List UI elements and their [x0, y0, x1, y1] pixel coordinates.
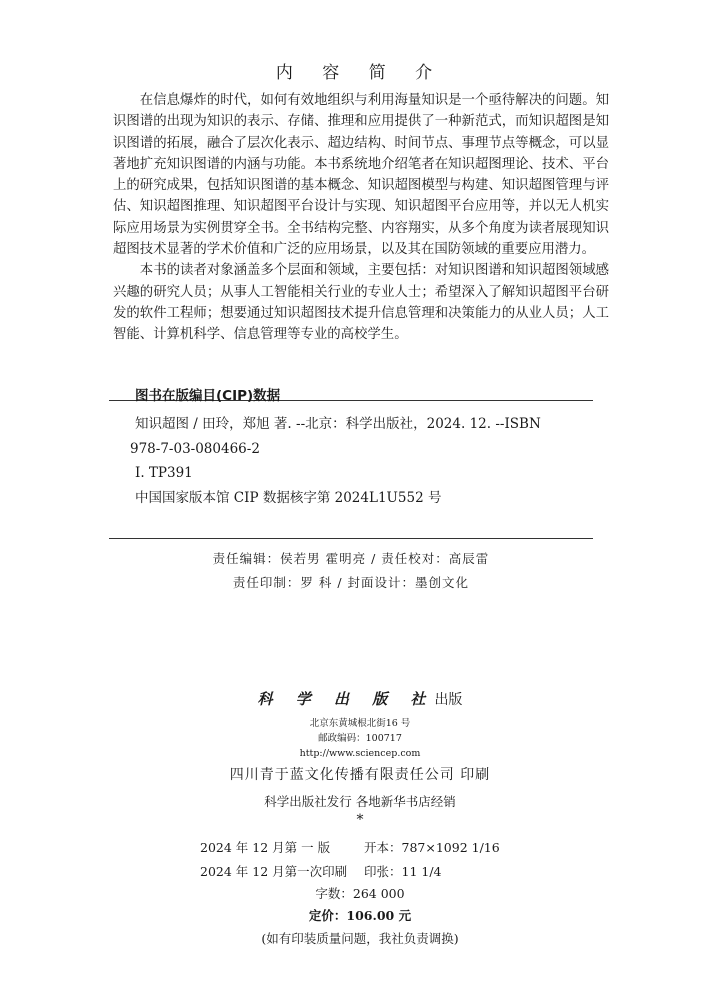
printer-line: 四川青于蓝文化传播有限责任公司 印刷: [229, 767, 491, 783]
word-count: 字数：264 000: [315, 886, 405, 901]
edition-format: 开本：787×1092 1/16: [364, 840, 500, 855]
credits-line-2: 责任印制：罗 科 / 封面设计：墨创文化: [232, 575, 470, 590]
publisher-line: [0, 688, 720, 709]
intro-section: [113, 90, 609, 346]
credits-line-1: 责任编辑：侯若男 霍明亮 / 责任校对：高辰雷: [212, 551, 490, 566]
publisher-address-block: [0, 716, 720, 761]
quality-notice: (如有印装质量问题，我社负责调换): [261, 931, 459, 946]
cip-line-4: 中国国家版本馆 CIP 数据核字第 2024L1U552 号: [135, 489, 442, 506]
page-title: 内 容 简 介: [275, 63, 445, 83]
cip-line-3: Ⅰ. TP391: [135, 465, 193, 481]
distribution-line: 科学出版社发行 各地新华书店经销: [264, 794, 456, 809]
divider-bottom: [109, 538, 593, 539]
print-row: [200, 862, 442, 880]
cip-line-2: 978-7-03-080466-2: [130, 440, 260, 457]
cip-block: [130, 388, 595, 510]
intro-paragraph-2: 本书的读者对象涵盖多个层面和领域，主要包括：对知识图谱和知识超图领域感兴趣的研究人员；从事人工智能相关行业的专业人士；希望深入了解知识超图平台研发的软件工程师；想要通过知识超图技术提升信息管理和决策能力的从业人员；人工智能、计算机科学、信息管理等专业的高校学生。: [113, 263, 609, 343]
publisher-suffix: 出版: [434, 692, 463, 708]
cip-heading: 图书在版编目(CIP)数据: [135, 388, 281, 404]
cip-line-1: 知识超图 / 田玲，郑旭 著. --北京：科学出版社，2024. 12. --ISBN: [135, 416, 541, 432]
publisher-postcode: 邮政编码：100717: [318, 733, 402, 744]
edition-date: 2024 年 12 月第 一 版: [200, 840, 331, 855]
print-sheets: 印张：11 1/4: [364, 864, 442, 879]
print-date: 2024 年 12 月第一次印刷: [200, 864, 348, 879]
publisher-address: 北京东黄城根北街16 号: [309, 718, 411, 729]
intro-paragraph-1: 在信息爆炸的时代，如何有效地组织与利用海量知识是一个亟待解决的问题。知识图谱的出现为知识的表示、存储、推理和应用提供了一种新范式，而知识超图是知识图谱的拓展，融合了层次化表示、超边结构、时间节点、事理节点等概念，可以显著地扩充知识图谱的内涵与功能。本书系统地介绍笔者在知识超图理论、技术、平台上的研究成果，包括知识图谱的基本概念、知识超图模型与构建、知识超图管理与评估、知识超图推理、知识超图平台设计与实现、知识超图平台应用等，并以无人机实际应用场景为实例贯穿全书。全书结构完整、内容翔实，从多个角度为读者展现知识超图技术显著的学术价值和广泛的应用场景，以及其在国防领域的重要应用潜力。: [113, 93, 609, 258]
price: 定价：106.00 元: [308, 908, 412, 923]
publisher-url: http://www.sciencep.com: [299, 748, 421, 759]
credits-block: [109, 547, 593, 595]
publisher-name: 科 学 出 版 社: [257, 690, 435, 708]
separator-star: *: [356, 812, 364, 828]
edition-row: [200, 838, 500, 856]
